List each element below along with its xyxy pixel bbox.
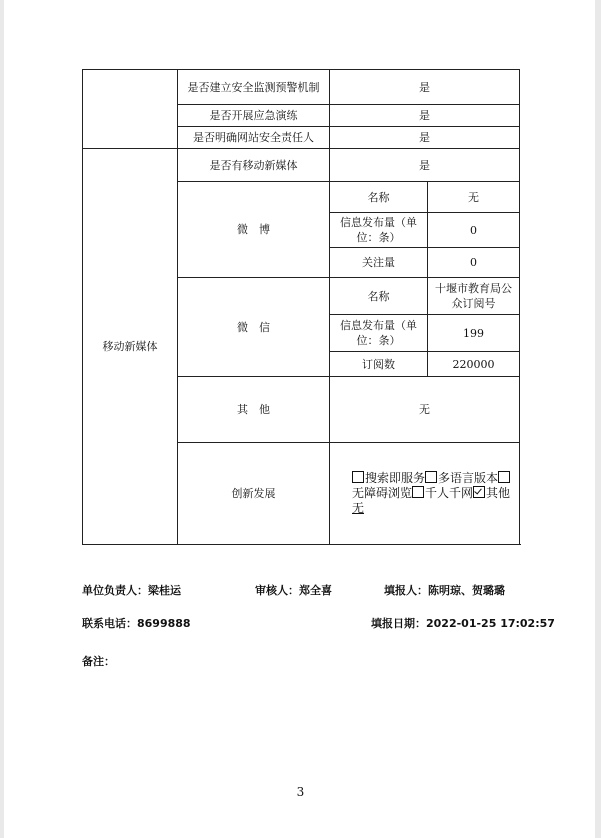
reviewer-text: 审核人：郑全喜 bbox=[255, 584, 332, 597]
row-label-responsible: 是否明确网站安全责任人 bbox=[178, 127, 330, 149]
row-value-responsible: 是 bbox=[330, 127, 520, 149]
filler-text: 填报人：陈明琼、贺璐璐 bbox=[384, 584, 505, 597]
weibo-follow-label: 关注量 bbox=[330, 248, 428, 278]
option-search-service[interactable]: 搜索即服务 bbox=[352, 471, 425, 485]
page-number: 3 bbox=[296, 785, 305, 799]
option-multilingual[interactable]: 多语言版本 bbox=[425, 471, 498, 485]
blank-section-cell bbox=[83, 70, 178, 149]
innovation-options bbox=[330, 443, 520, 545]
wechat-subs-value: 220000 bbox=[428, 352, 520, 377]
checkbox-icon[interactable] bbox=[412, 486, 424, 498]
wechat-subs-label: 订阅数 bbox=[330, 352, 428, 377]
weibo-follow-value: 0 bbox=[428, 248, 520, 278]
date-text: 填报日期：2022-01-25 17:02:57 bbox=[371, 617, 555, 630]
wechat-name-label: 名称 bbox=[330, 278, 428, 315]
option-accessibility[interactable]: 无障碍浏览 bbox=[352, 471, 511, 500]
weibo-posts-label: 信息发布量（单位：条） bbox=[330, 213, 428, 248]
weibo-name-value: 无 bbox=[428, 182, 520, 213]
remark-text: 备注： bbox=[82, 655, 115, 668]
wechat-label: 微 信 bbox=[178, 278, 330, 377]
option-other[interactable]: 其他 bbox=[473, 486, 510, 500]
owner-text: 单位负责人：梁桂运 bbox=[82, 584, 181, 597]
other-label: 其 他 bbox=[178, 377, 330, 443]
report-table bbox=[82, 69, 520, 545]
row-value-drill: 是 bbox=[330, 105, 520, 127]
wechat-posts-value: 199 bbox=[428, 315, 520, 352]
checkbox-icon[interactable] bbox=[425, 471, 437, 483]
option-personalized[interactable]: 千人千网 bbox=[412, 486, 473, 500]
row-value-has-media: 是 bbox=[330, 149, 520, 182]
row-label-has-media: 是否有移动新媒体 bbox=[178, 149, 330, 182]
other-option-text: 无 bbox=[352, 501, 365, 515]
checkbox-icon[interactable] bbox=[352, 471, 364, 483]
weibo-label: 微 博 bbox=[178, 182, 330, 278]
innovation-label: 创新发展 bbox=[178, 443, 330, 545]
section-label-media: 移动新媒体 bbox=[83, 149, 178, 545]
row-value-monitor: 是 bbox=[330, 70, 520, 105]
weibo-name-label: 名称 bbox=[330, 182, 428, 213]
weibo-posts-value: 0 bbox=[428, 213, 520, 248]
wechat-name-value: 十堰市教育局公众订阅号 bbox=[428, 278, 520, 315]
row-label-monitor: 是否建立安全监测预警机制 bbox=[178, 70, 330, 105]
phone-text: 联系电话：8699888 bbox=[82, 617, 191, 630]
checkbox-icon[interactable] bbox=[498, 471, 510, 483]
other-value: 无 bbox=[330, 377, 520, 443]
checked-checkbox-icon[interactable] bbox=[473, 486, 485, 498]
row-label-drill: 是否开展应急演练 bbox=[178, 105, 330, 127]
wechat-posts-label: 信息发布量（单位：条） bbox=[330, 315, 428, 352]
